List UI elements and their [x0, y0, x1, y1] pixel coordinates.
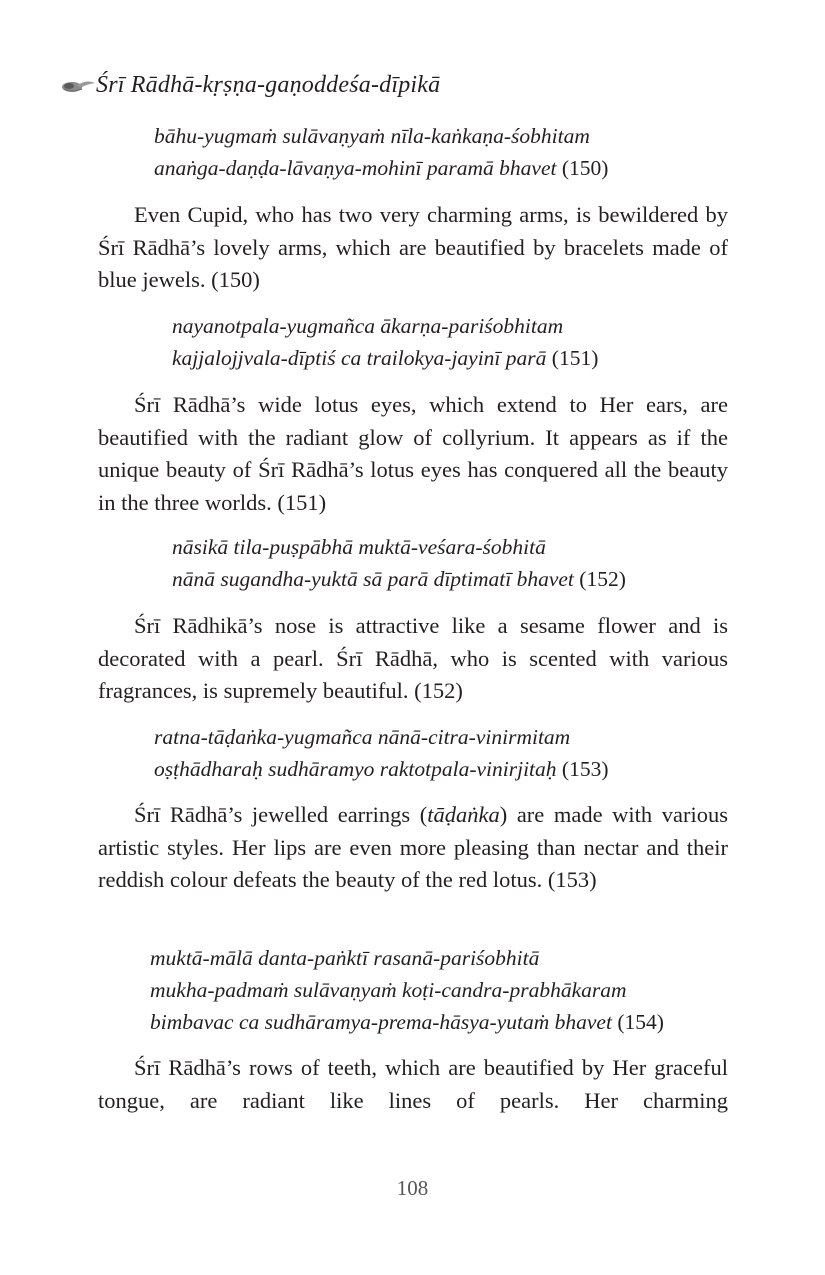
- verse-line: muktā-mālā danta-paṅktī rasanā-pariśobhitā: [150, 946, 540, 970]
- verse-line: anaṅga-daṇḍa-lāvaṇya-mohinī paramā bhavet (150): [154, 156, 609, 180]
- paragraph-150: Even Cupid, who has two very charming arms, is bewildered by Śrī Rādhā’s lovely arms, which are beautified by bracelets made of blue jewels. (150): [98, 202, 728, 292]
- verse-number: (154): [617, 1010, 664, 1034]
- verse-154: [150, 942, 664, 1038]
- running-header: [60, 68, 440, 102]
- verse-line: kajjalojjvala-dīptiś ca trailokya-jayinī parā (151): [172, 346, 599, 370]
- paragraph-154: Śrī Rādhā’s rows of teeth, which are beautified by Her graceful tongue, are radiant like lines of pearls. Her charming: [98, 1055, 728, 1113]
- verse-line: ratna-tāḍaṅka-yugmañca nānā-citra-vinirmitam: [154, 725, 571, 749]
- verse-number: (151): [551, 346, 599, 370]
- lotus-ornament-icon: [60, 75, 96, 95]
- paragraph-152: Śrī Rādhikā’s nose is attractive like a sesame flower and is decorated with a pearl. Śrī Rādhā, who is scented with various fragrances, is supremely beautiful. (152): [98, 613, 728, 703]
- verse-152: [172, 531, 626, 595]
- book-title: Śrī Rādhā-kṛṣṇa-gaṇoddeśa-dīpikā: [96, 71, 441, 98]
- verse-number: (153): [561, 757, 609, 781]
- page-number: 108: [396, 1176, 429, 1200]
- verse-151: [172, 310, 598, 374]
- verse-number: (152): [579, 567, 626, 591]
- sanskrit-term: tāḍaṅka: [427, 802, 500, 827]
- paragraph-151: Śrī Rādhā’s wide lotus eyes, which extend to Her ears, are beautified with the radiant glow of collyrium. It appears as if the unique beauty of Śrī Rādhā’s lotus eyes has conquered all the beauty in the three worlds. (151): [98, 392, 728, 515]
- verse-line: nayanotpala-yugmañca ākarṇa-pariśobhitam: [172, 314, 564, 338]
- verse-line: bimbavac ca sudhāramya-prema-hāsya-yutaṁ bhavet (154): [150, 1010, 664, 1034]
- verse-line: oṣṭhādharaḥ sudhāramyo raktotpala-vinirjitaḥ (153): [154, 757, 609, 781]
- verse-line: nānā sugandha-yuktā sā parā dīptimatī bhavet (152): [172, 567, 626, 591]
- verse-150: [154, 120, 608, 184]
- verse-153: [154, 721, 608, 785]
- verse-line: bāhu-yugmaṁ sulāvaṇyaṁ nīla-kaṅkaṇa-śobhitam: [154, 124, 590, 148]
- verse-line: mukha-padmaṁ sulāvaṇyaṁ koṭi-candra-prabhākaram: [150, 978, 627, 1002]
- verse-line: nāsikā tila-puṣpābhā muktā-veśara-śobhitā: [172, 535, 546, 559]
- verse-number: (150): [561, 156, 609, 180]
- paragraph-153: Śrī Rādhā’s jewelled earrings (tāḍaṅka) are made with various artistic styles. Her lips are even more pleasing than nectar and their reddish colour defeats the beauty of the red lotus. (153): [98, 802, 728, 892]
